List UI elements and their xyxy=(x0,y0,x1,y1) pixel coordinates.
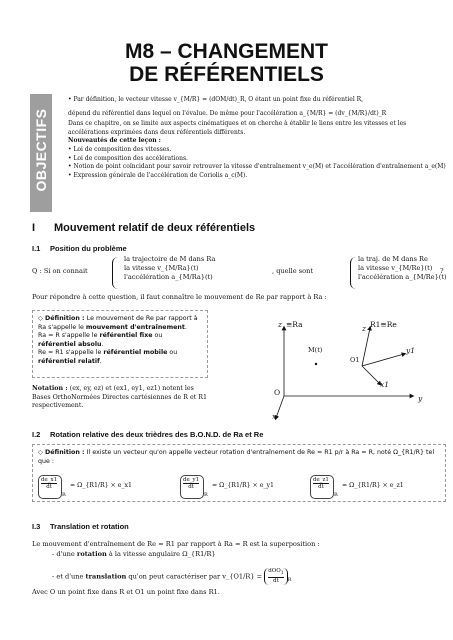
section-1-2-title: Rotation relative des deux trièdres des B.O.N.D. de Ra et Re xyxy=(50,430,264,439)
objectives-p3: Dans ce chapitre, on se limite aux aspects cinématiques et on cherche à établir le liens entre les vitesses et les accélérations exprimées dans deux référentiels différents. xyxy=(68,120,407,136)
label-x: x xyxy=(272,412,277,421)
question-lead: Q : Si on connait xyxy=(32,267,88,275)
question-middle: , quelle sont xyxy=(272,267,314,275)
objectives-tab xyxy=(30,94,52,212)
section-1-3-heading xyxy=(32,522,129,531)
def1-t2: Ra = R s'appelle le xyxy=(38,332,100,340)
notation-lead: Notation : xyxy=(32,385,70,392)
section-1-3-title: Translation et rotation xyxy=(50,522,129,531)
def1-t3d: référentiel relatif xyxy=(38,357,100,365)
figure-labels xyxy=(272,316,448,424)
objectives-text xyxy=(68,92,446,180)
eq3-den: dt xyxy=(318,484,324,490)
eq2-rhs: = Ω_{R1/R} × e_y1 xyxy=(212,482,274,489)
translation-p3c: qu'on peut caractériser par v_{O1/R} = xyxy=(126,572,263,581)
translation-frac-sub: R xyxy=(287,576,292,583)
label-z1: z xyxy=(362,324,366,333)
section-1-3-number: I.3 xyxy=(32,522,41,531)
translation-frac: dOO$_1$ dt xyxy=(264,568,287,585)
def2-lead: ◇ Définition : xyxy=(38,449,87,456)
label-O1: O1 xyxy=(350,356,360,364)
question-left-1: la trajectoire de M dans Ra xyxy=(124,255,216,263)
eq1-num: de_x1 xyxy=(41,477,58,483)
eq3-sub: R xyxy=(334,492,338,498)
def1-t3b: référentiel mobile xyxy=(103,349,168,357)
section-1-1-number: I.1 xyxy=(32,244,41,253)
section-1-number: I xyxy=(32,222,36,234)
translation-p3a: - et d'une xyxy=(52,572,86,581)
eq1-frac xyxy=(41,477,57,490)
label-z: z xyxy=(278,320,282,329)
translation-block xyxy=(32,540,446,597)
page-title xyxy=(0,40,453,86)
question-right-2: la vitesse v_{M/Re}(t) xyxy=(358,264,433,272)
section-1-1-heading xyxy=(32,244,127,253)
translation-p2a: - d'une xyxy=(52,550,77,558)
section-1-heading xyxy=(32,222,255,234)
def2-text: Il existe un vecteur qu'on appelle vecteur rotation d'entraînement de Re = R1 p/r à Ra = R, noté Ω_{R1/R} tel que : xyxy=(38,449,435,465)
definition-box-1: ◇ Définition : Le mouvement de Re par rapport à Ra s'appelle le mouvement d'entraînement. Ra = R s'appelle le référentiel fixe ou référentiel absolu. Re = R1 s'appelle le référentiel mobile ou référentiel relatif. xyxy=(32,310,208,378)
label-x1: x1 xyxy=(380,380,390,389)
eq1-rhs: = Ω_{R1/R} × e_x1 xyxy=(70,482,132,489)
def1-t2b: référentiel fixe xyxy=(99,332,153,340)
eq3-frac xyxy=(313,477,329,490)
notation-text: (ex, ey, ez) et (ex1, ey1, ez1) notent les Bases OrthoNormées Directes cartésiennes de R et R1 respectivement. xyxy=(32,385,208,410)
title-line-1: M8 – CHANGEMENT xyxy=(124,40,329,63)
translation-p2 xyxy=(52,550,446,559)
question-right-1: la traj. de M dans Re xyxy=(358,255,428,263)
left-brace xyxy=(112,257,123,289)
section-1-2-number: I.2 xyxy=(32,430,41,439)
objective-item-1: • Loi de composition des vitesses. xyxy=(68,145,172,153)
question-after: Pour répondre à cette question, il faut connaître le mouvement de Re par rapport à Ra : xyxy=(32,293,327,301)
objectives-p1: • Par définition, le vecteur vitesse v_{M/R} = (dOM/dt)_R, O étant un point fixe du référentiel R, xyxy=(68,96,364,103)
objectives-p2: dépend du référentiel dans lequel on l'évalue. De même pour l'accélération a_{M/R} = (dv_{M/R}/dt)_R xyxy=(68,109,387,117)
def1-t3: Re = R1 s'appelle le xyxy=(38,349,104,357)
eq2-den: dt xyxy=(188,484,194,490)
translation-frac-den: dt xyxy=(273,578,279,585)
eq1-sub: R xyxy=(62,492,66,498)
def1-t3c: ou xyxy=(167,349,178,357)
label-y: y xyxy=(418,394,423,403)
objective-item-4: • Expression générale de l'accélération de Coriolis a_c(M). xyxy=(68,171,248,179)
title-line-2: DE RÉFÉRENTIELS xyxy=(129,63,324,86)
label-Ra: ≡Ra xyxy=(286,320,303,329)
translation-p2b: rotation xyxy=(76,550,107,558)
translation-p3 xyxy=(52,568,446,585)
notions-title: Nouveautés de cette leçon : xyxy=(68,137,161,145)
section-1-1-title: Position du problème xyxy=(50,244,127,253)
eq3-rhs: = Ω_{R1/R} × e_z1 xyxy=(342,482,404,489)
def1-t2c: ou xyxy=(152,332,163,340)
question-right-list xyxy=(358,255,448,282)
eq2-frac xyxy=(183,477,199,490)
eq1-den: dt xyxy=(46,484,52,490)
def1-t2d: référentiel absolu xyxy=(38,340,102,348)
objective-item-2: • Loi de composition des accélérations. xyxy=(68,154,188,162)
translation-p2c: à la vitesse angulaire Ω_{R1/R} xyxy=(106,550,216,558)
eq2-sub: R xyxy=(204,492,208,498)
eq3-num: de_z1 xyxy=(313,477,329,483)
question-left-list xyxy=(124,255,274,282)
label-y1: y1 xyxy=(406,346,416,355)
def1-lead: ◇ Définition : xyxy=(38,315,87,322)
objectives-label: OBJECTIFS xyxy=(33,108,49,192)
eq2-num: de_y1 xyxy=(183,477,200,483)
question-left-2: la vitesse v_{M/Ra}(t) xyxy=(124,264,199,272)
label-M: M(t) xyxy=(308,346,323,354)
question-mark: ? xyxy=(440,267,444,275)
label-O: O xyxy=(274,388,281,397)
section-1-2-heading xyxy=(32,430,263,439)
translation-p3b: translation xyxy=(85,572,127,581)
question-right-3: l'accélération a_{M/Re}(t) xyxy=(358,273,447,281)
objective-item-3: • Notion de point coïncidant pour savoir retrouver la vitesse d'entraînement v_e(M) et l'accélération d'entraînement a_e(M) xyxy=(68,163,446,171)
question-left-3: l'accélération a_{M/Ra}(t) xyxy=(124,273,213,281)
translation-p4: Avec O un point fixe dans R et O1 un point fixe dans R1. xyxy=(32,588,220,597)
label-R1: R1≡Re xyxy=(370,320,397,329)
def1-t1: Le mouvement de Re par rapport à Ra s'appelle le xyxy=(38,315,198,331)
definition-box-2 xyxy=(32,444,446,502)
def1-t1b: mouvement d'entraînement xyxy=(85,323,185,331)
section-1-title: Mouvement relatif de deux référentiels xyxy=(54,222,256,234)
notation-block xyxy=(32,385,208,411)
translation-p1: Le mouvement d'entraînement de Re = R1 par rapport à Ra = R est la superposition : xyxy=(32,540,320,548)
